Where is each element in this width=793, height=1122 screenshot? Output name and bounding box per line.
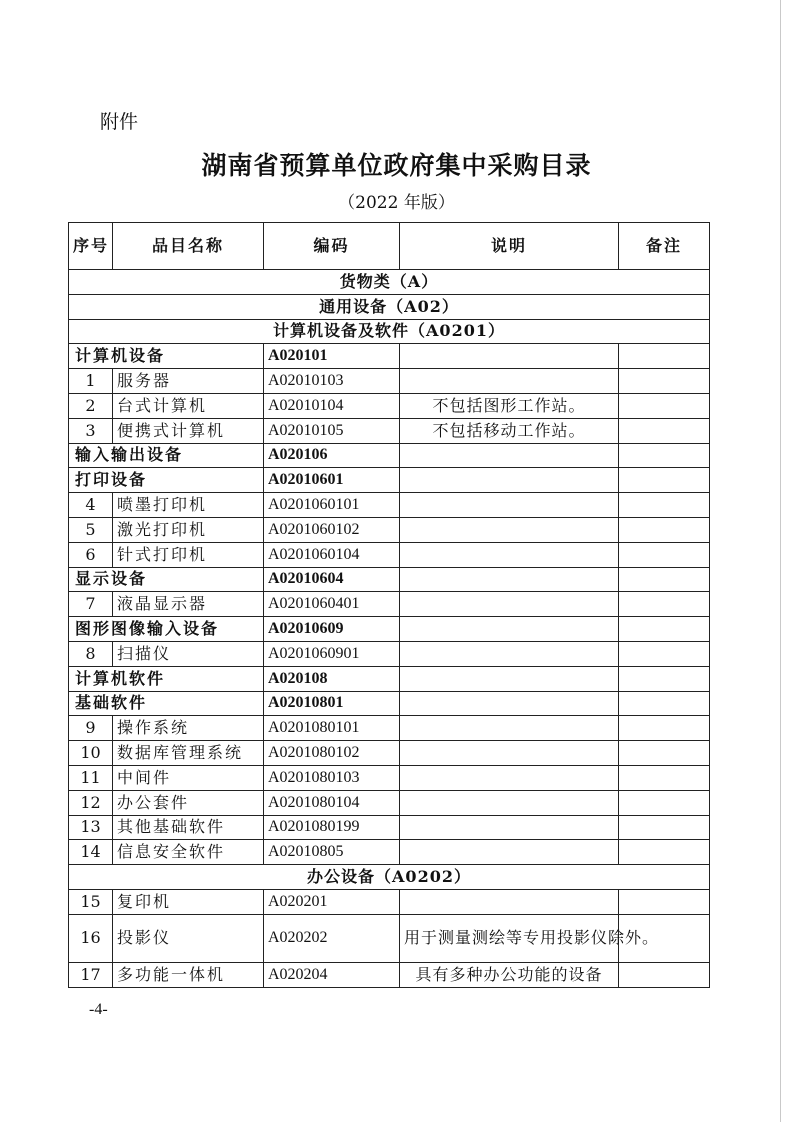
item-name: 针式打印机	[113, 542, 264, 567]
item-number: 14	[69, 840, 113, 865]
table-header-row	[69, 223, 710, 270]
item-description	[400, 369, 619, 394]
category-name: 计算机软件	[69, 666, 264, 691]
table-row	[69, 592, 710, 617]
table-row	[69, 790, 710, 815]
item-number: 6	[69, 542, 113, 567]
category-remark	[619, 344, 710, 369]
item-name: 服务器	[113, 369, 264, 394]
item-description: 不包括图形工作站。	[400, 393, 619, 418]
item-description	[400, 889, 619, 914]
category-remark	[619, 468, 710, 493]
item-remark	[619, 369, 710, 394]
item-name: 操作系统	[113, 716, 264, 741]
item-description	[400, 790, 619, 815]
item-number: 10	[69, 741, 113, 766]
item-code: A020204	[264, 962, 400, 987]
item-remark	[619, 840, 710, 865]
item-name: 其他基础软件	[113, 815, 264, 840]
item-name: 复印机	[113, 889, 264, 914]
item-number: 3	[69, 418, 113, 443]
table-row	[69, 418, 710, 443]
header-name: 品目名称	[113, 223, 264, 270]
item-name: 投影仪	[113, 914, 264, 962]
category-name: 输入输出设备	[69, 443, 264, 468]
section-row	[69, 270, 710, 295]
item-number: 8	[69, 641, 113, 666]
item-remark	[619, 889, 710, 914]
item-code: A02010105	[264, 418, 400, 443]
category-code: A020101	[264, 344, 400, 369]
category-name: 图形图像输入设备	[69, 617, 264, 642]
category-row	[69, 691, 710, 716]
item-name: 液晶显示器	[113, 592, 264, 617]
attachment-label: 附件	[100, 111, 139, 133]
item-code: A0201060104	[264, 542, 400, 567]
table-body	[69, 270, 710, 988]
section-title: 通用设备（A02）	[69, 294, 710, 319]
item-code: A0201060102	[264, 517, 400, 542]
category-desc	[400, 666, 619, 691]
category-row	[69, 344, 710, 369]
item-description	[400, 741, 619, 766]
table-row	[69, 641, 710, 666]
section-title: 货物类（A）	[69, 270, 710, 295]
item-description	[400, 815, 619, 840]
item-code: A02010103	[264, 369, 400, 394]
category-name: 基础软件	[69, 691, 264, 716]
section-row	[69, 865, 710, 890]
category-row	[69, 443, 710, 468]
item-remark	[619, 815, 710, 840]
item-name: 扫描仪	[113, 641, 264, 666]
item-remark	[619, 790, 710, 815]
category-remark	[619, 567, 710, 592]
item-name: 台式计算机	[113, 393, 264, 418]
item-description	[400, 765, 619, 790]
category-name: 计算机设备	[69, 344, 264, 369]
section-row	[69, 294, 710, 319]
table-row	[69, 889, 710, 914]
item-name: 信息安全软件	[113, 840, 264, 865]
section-title: 办公设备（A0202）	[69, 865, 710, 890]
category-code: A020108	[264, 666, 400, 691]
item-remark	[619, 493, 710, 518]
item-code: A0201080103	[264, 765, 400, 790]
item-number: 5	[69, 517, 113, 542]
procurement-catalog-table	[68, 222, 710, 988]
item-code: A0201060101	[264, 493, 400, 518]
category-row	[69, 666, 710, 691]
item-number: 9	[69, 716, 113, 741]
table-row	[69, 765, 710, 790]
item-code: A0201060401	[264, 592, 400, 617]
table-row	[69, 393, 710, 418]
category-code: A02010801	[264, 691, 400, 716]
category-remark	[619, 666, 710, 691]
item-remark	[619, 962, 710, 987]
item-number: 12	[69, 790, 113, 815]
item-remark	[619, 517, 710, 542]
category-remark	[619, 617, 710, 642]
item-code: A0201080199	[264, 815, 400, 840]
item-number: 1	[69, 369, 113, 394]
table-row	[69, 716, 710, 741]
category-desc	[400, 567, 619, 592]
category-desc	[400, 344, 619, 369]
table-row	[69, 914, 710, 962]
item-remark	[619, 592, 710, 617]
item-name: 办公套件	[113, 790, 264, 815]
category-row	[69, 617, 710, 642]
category-code: A02010609	[264, 617, 400, 642]
table-row	[69, 962, 710, 987]
item-description	[400, 641, 619, 666]
item-description	[400, 840, 619, 865]
item-remark	[619, 418, 710, 443]
item-remark	[619, 716, 710, 741]
item-description: 用于测量测绘等专用投影仪除外。	[400, 914, 619, 962]
table-row	[69, 741, 710, 766]
header-seq: 序号	[69, 223, 113, 270]
item-description	[400, 592, 619, 617]
item-name: 多功能一体机	[113, 962, 264, 987]
category-name: 打印设备	[69, 468, 264, 493]
item-number: 4	[69, 493, 113, 518]
item-name: 激光打印机	[113, 517, 264, 542]
item-number: 2	[69, 393, 113, 418]
item-description	[400, 493, 619, 518]
table-row	[69, 517, 710, 542]
item-number: 7	[69, 592, 113, 617]
table-row	[69, 815, 710, 840]
item-number: 11	[69, 765, 113, 790]
item-description: 不包括移动工作站。	[400, 418, 619, 443]
item-description	[400, 716, 619, 741]
item-name: 便携式计算机	[113, 418, 264, 443]
category-remark	[619, 691, 710, 716]
item-name: 中间件	[113, 765, 264, 790]
edition-label: （2022 年版）	[338, 193, 455, 213]
category-desc	[400, 468, 619, 493]
item-description	[400, 517, 619, 542]
item-description	[400, 542, 619, 567]
page-number: -4-	[89, 1001, 108, 1018]
header-desc: 说明	[400, 223, 619, 270]
category-code: A02010601	[264, 468, 400, 493]
category-code: A020106	[264, 443, 400, 468]
category-name: 显示设备	[69, 567, 264, 592]
table-row	[69, 840, 710, 865]
item-code: A020202	[264, 914, 400, 962]
document-title: 湖南省预算单位政府集中采购目录	[201, 151, 592, 180]
item-code: A0201080104	[264, 790, 400, 815]
item-code: A02010104	[264, 393, 400, 418]
item-number: 17	[69, 962, 113, 987]
category-row	[69, 468, 710, 493]
category-desc	[400, 691, 619, 716]
category-code: A02010604	[264, 567, 400, 592]
header-code: 编码	[264, 223, 400, 270]
section-title: 计算机设备及软件（A0201）	[69, 319, 710, 344]
item-code: A020201	[264, 889, 400, 914]
item-code: A0201060901	[264, 641, 400, 666]
item-remark	[619, 741, 710, 766]
item-description: 具有多种办公功能的设备	[400, 962, 619, 987]
table-row	[69, 369, 710, 394]
item-remark	[619, 542, 710, 567]
item-remark	[619, 765, 710, 790]
table-row	[69, 493, 710, 518]
section-row	[69, 319, 710, 344]
category-row	[69, 567, 710, 592]
item-name: 数据库管理系统	[113, 741, 264, 766]
item-code: A0201080102	[264, 741, 400, 766]
header-remark: 备注	[619, 223, 710, 270]
item-number: 13	[69, 815, 113, 840]
category-desc	[400, 617, 619, 642]
item-code: A02010805	[264, 840, 400, 865]
item-remark	[619, 393, 710, 418]
category-desc	[400, 443, 619, 468]
item-remark	[619, 641, 710, 666]
item-number: 16	[69, 914, 113, 962]
table-row	[69, 542, 710, 567]
item-code: A0201080101	[264, 716, 400, 741]
item-name: 喷墨打印机	[113, 493, 264, 518]
category-remark	[619, 443, 710, 468]
item-number: 15	[69, 889, 113, 914]
